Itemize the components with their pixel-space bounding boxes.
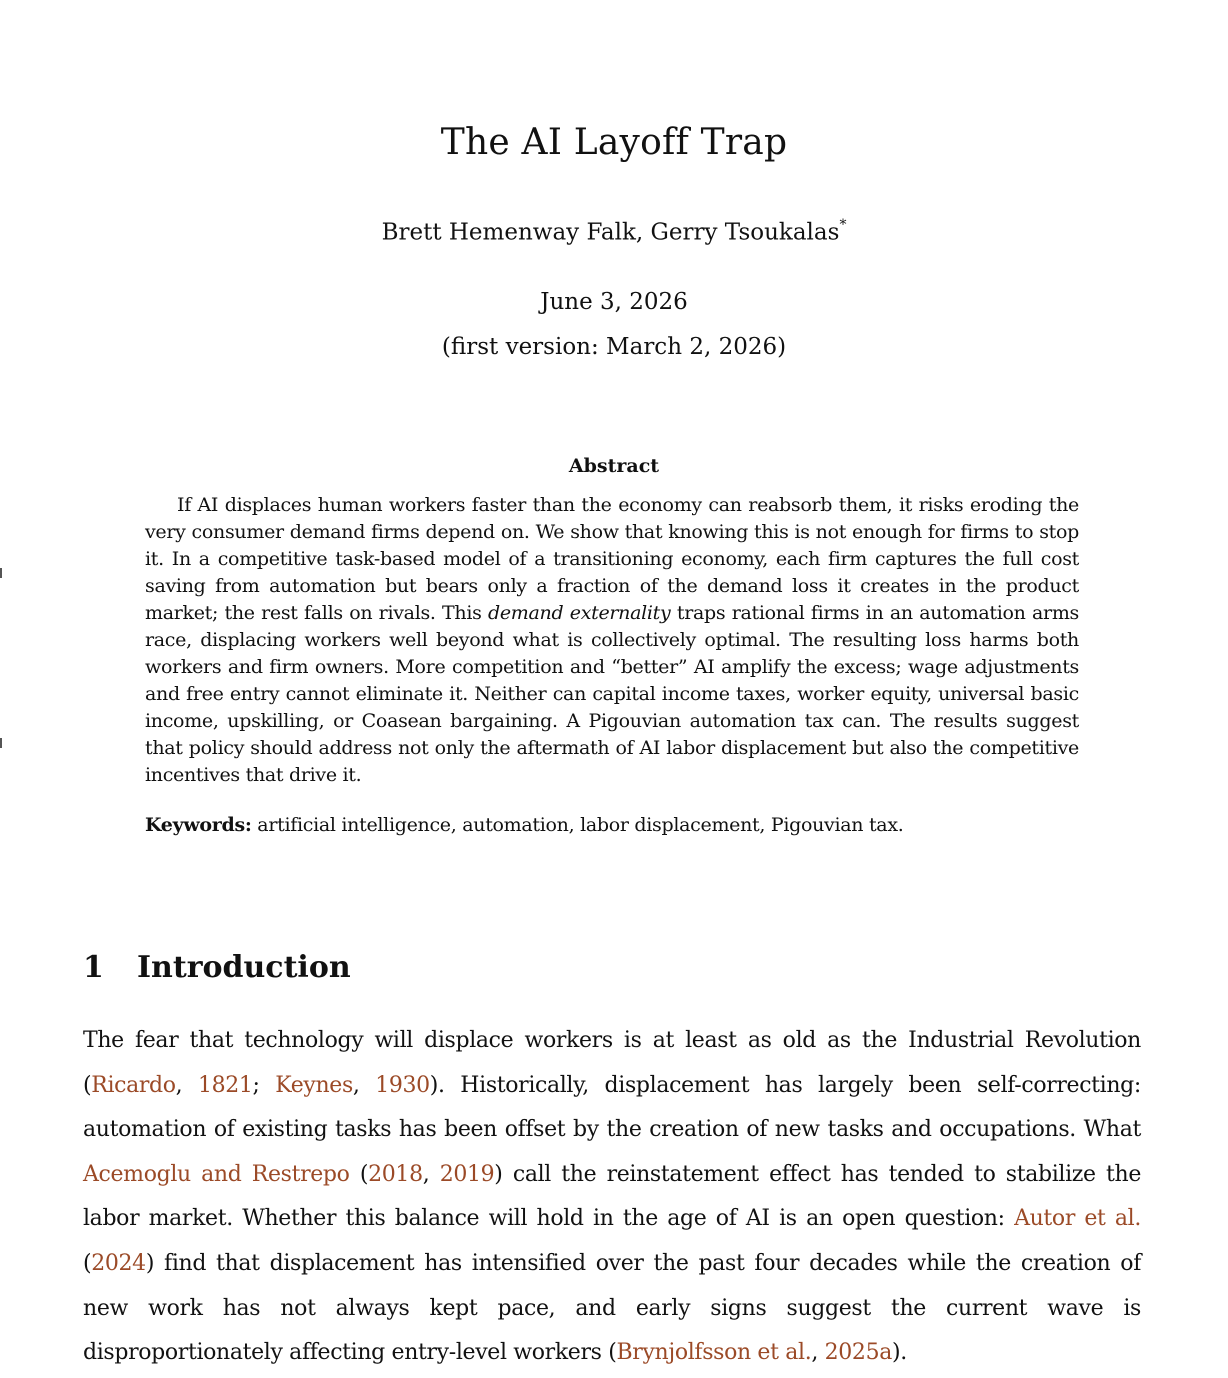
intro-text: , (422, 1161, 440, 1187)
citation-link[interactable]: 2025a (824, 1340, 892, 1366)
section-title: Introduction (137, 950, 351, 985)
citation-link[interactable]: 1821 (197, 1072, 253, 1098)
paper-title: The AI Layoff Trap (440, 122, 788, 163)
section-heading (83, 950, 351, 985)
margin-mark (0, 738, 2, 748)
intro-text: ; (252, 1072, 276, 1098)
abstract-heading: Abstract (568, 455, 660, 477)
citation-link[interactable]: Autor et al. (1014, 1206, 1141, 1232)
intro-text: , (175, 1072, 198, 1098)
paper-date: June 3, 2026 (540, 289, 688, 315)
citation-link[interactable]: Keynes (275, 1072, 353, 1098)
intro-paragraph (83, 1019, 1141, 1376)
abstract-emphasis: demand externality (488, 602, 671, 624)
intro-text: , (811, 1340, 825, 1366)
citation-link[interactable]: Acemoglu and Restrepo (83, 1161, 350, 1187)
citation-link[interactable]: 2018 (368, 1161, 423, 1187)
abstract-text: traps rational firms in an automation arms race, displacing workers well beyond what is collectively optimal. The resulting loss harms both workers and firm owners. More competition and “better” AI amplify the excess; wage adjustments and free entry cannot eliminate it. Neither can capital income taxes, worker equity, universal basic income, upskilling, or Coasean bargaining. A Pigouvian automation tax can. The results suggest that policy should address not only the aftermath of AI labor displacement but also the competitive incentives that drive it. (145, 602, 1079, 786)
citation-link[interactable]: Brynjolfsson et al. (616, 1340, 812, 1366)
first-version-date: (first version: March 2, 2026) (441, 334, 787, 360)
intro-text: ( (349, 1161, 369, 1187)
intro-text: The fear that technology will displace workers is at least as old as the Industrial Revolution ( (83, 1028, 1141, 1098)
intro-text: ). (892, 1340, 907, 1366)
citation-link[interactable]: 2024 (91, 1250, 146, 1276)
author-footnote-mark[interactable]: * (839, 217, 847, 233)
intro-text: ) find that displacement has intensified over the past four decades while the creation of new work has not always kept pace, and early signs suggest the current wave is disproportionately affecting entry-level workers ( (83, 1250, 1141, 1366)
abstract-text: If AI displaces human workers faster than the economy can reabsorb them, it risks eroding the very consumer demand firms depend on. We show that knowing this is not enough for firms to stop it. In a competitive task-based model of a transitioning economy, each firm captures the full cost saving from automation but bears only a fraction of the demand loss it creates in the product market; the rest falls on rivals. This (145, 494, 1079, 624)
author-names: Brett Hemenway Falk, Gerry Tsoukalas (381, 219, 840, 246)
intro-text: ). Historically, displacement has largely been self-correcting: automation of existing tasks has been offset by the creation of new tasks and occupations. What (83, 1072, 1141, 1143)
section-number: 1 (83, 950, 104, 985)
keywords-label: Keywords: (145, 814, 252, 836)
margin-mark (0, 568, 2, 578)
citation-link[interactable]: Ricardo (91, 1072, 176, 1098)
paper-authors (0, 219, 1228, 246)
keywords-text: artificial intelligence, automation, labor displacement, Pigouvian tax. (251, 814, 904, 836)
intro-text: , (352, 1072, 376, 1098)
intro-text: ( (83, 1250, 92, 1276)
abstract-body (145, 492, 1079, 789)
intro-text: ) call the reinstatement effect has tended to stabilize the labor market. Whether this balance will hold in the age of AI is an open question: (83, 1161, 1141, 1232)
citation-link[interactable]: 1930 (375, 1072, 430, 1098)
keywords (145, 814, 1079, 836)
citation-link[interactable]: 2019 (439, 1161, 495, 1187)
